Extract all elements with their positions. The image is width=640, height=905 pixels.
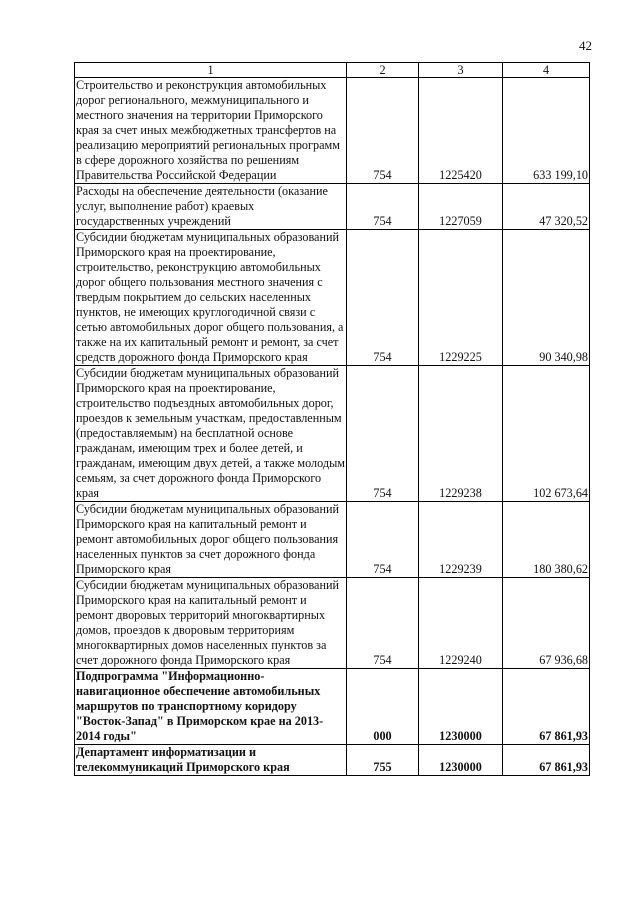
row-amount: 67 861,93 xyxy=(503,669,590,745)
column-header: 3 xyxy=(419,63,503,78)
column-header: 1 xyxy=(75,63,347,78)
row-name: Расходы на обеспечение деятельности (оказание услуг, выполнение работ) краевых государственных учреждений xyxy=(75,184,347,230)
row-code: 755 xyxy=(347,745,419,776)
row-name: Департамент информатизации и телекоммуникаций Приморского края xyxy=(75,745,347,776)
row-article: 1230000 xyxy=(419,669,503,745)
row-amount: 102 673,64 xyxy=(503,366,590,502)
row-amount: 47 320,52 xyxy=(503,184,590,230)
table-row xyxy=(75,669,590,745)
table-row xyxy=(75,230,590,366)
row-code: 000 xyxy=(347,669,419,745)
table-row xyxy=(75,78,590,184)
row-name: Подпрограмма "Информационно-навигационное обеспечение автомобильных маршрутов по транспортному коридору "Восток-Запад" в Приморском крае на 2013-2014 годы" xyxy=(75,669,347,745)
row-name: Субсидии бюджетам муниципальных образований Приморского края на капитальный ремонт и ремонт автомобильных дорог общего пользования населенных пунктов за счет дорожного фонда Приморского края xyxy=(75,502,347,578)
row-amount: 67 861,93 xyxy=(503,745,590,776)
page-number: 42 xyxy=(579,38,592,53)
row-code: 754 xyxy=(347,184,419,230)
row-code: 754 xyxy=(347,578,419,669)
row-code: 754 xyxy=(347,502,419,578)
column-header: 2 xyxy=(347,63,419,78)
row-code: 754 xyxy=(347,366,419,502)
row-code: 754 xyxy=(347,230,419,366)
row-amount: 90 340,98 xyxy=(503,230,590,366)
row-code: 754 xyxy=(347,78,419,184)
table-row xyxy=(75,184,590,230)
table-header-row xyxy=(75,63,590,78)
table-row xyxy=(75,745,590,776)
row-article: 1227059 xyxy=(419,184,503,230)
table-row xyxy=(75,502,590,578)
row-amount: 67 936,68 xyxy=(503,578,590,669)
row-article: 1229240 xyxy=(419,578,503,669)
row-name: Субсидии бюджетам муниципальных образований Приморского края на проектирование, строительство подъездных автомобильных дорог, проездов к земельным участкам, предоставленным (предоставляемым) на бесплатной основе гражданам, имеющим трех и более детей, и гражданам, имеющим двух детей, а также молодым семьям, за счет дорожного фонда Приморского края xyxy=(76,366,345,500)
row-amount: 180 380,62 xyxy=(503,502,590,578)
row-article: 1229239 xyxy=(419,502,503,578)
row-article: 1230000 xyxy=(419,745,503,776)
row-article: 1229225 xyxy=(419,230,503,366)
row-article: 1229238 xyxy=(419,366,503,502)
row-article: 1225420 xyxy=(419,78,503,184)
column-header: 4 xyxy=(503,63,590,78)
row-name: Субсидии бюджетам муниципальных образований Приморского края на капитальный ремонт и ремонт дворовых территорий многоквартирных домов, проездов к дворовым территориям многоквартирных домов населенных пунктов за счет дорожного фонда Приморского края xyxy=(75,578,347,669)
budget-table xyxy=(74,62,590,776)
table-row xyxy=(75,578,590,669)
row-name: Строительство и реконструкция автомобильных дорог регионального, межмуниципального и местного значения на территории Приморского края за счет иных межбюджетных трансфертов на реализацию мероприятий региональных программ в сфере дорожного хозяйства по решениям Правительства Российской Федерации xyxy=(75,78,347,184)
row-name: Субсидии бюджетам муниципальных образований Приморского края на проектирование, строительство, реконструкцию автомобильных дорог общего пользования местного значения с твердым покрытием до сельских населенных пунктов, не имеющих круглогодичной связи с сетью автомобильных дорог общего пользования, а также на их капитальный ремонт и ремонт, за счет средств дорожного фонда Приморского края xyxy=(75,230,347,366)
table-row xyxy=(75,366,590,502)
row-amount: 633 199,10 xyxy=(503,78,590,184)
